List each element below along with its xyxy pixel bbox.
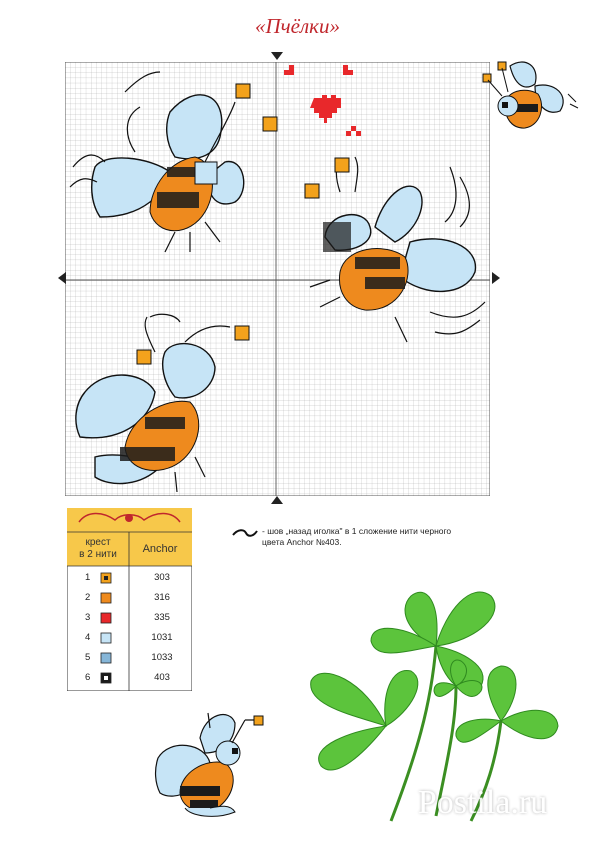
legend-swatch [101, 593, 111, 603]
legend-swatch [101, 653, 111, 663]
legend-row-number: 2 [85, 592, 91, 603]
center-marker-bottom [271, 496, 283, 504]
stitch-chart [65, 62, 490, 496]
center-marker-left [58, 272, 66, 284]
legend-row-number: 3 [85, 612, 91, 623]
legend-header-line1: крест [85, 537, 111, 548]
legend-swatch [101, 613, 111, 623]
page-title: «Пчёлки» [255, 14, 340, 38]
legend-swatch-symbol [104, 676, 108, 680]
center-marker-top [271, 52, 283, 60]
center-marker-right [492, 272, 500, 284]
legend-row-anchor: 303 [154, 572, 170, 583]
legend-header-line2: в 2 нити [79, 549, 117, 560]
bee-illustration-top-right [480, 56, 580, 138]
legend-row-number: 1 [85, 572, 91, 583]
chart-canvas [65, 62, 490, 496]
legend-row-anchor: 403 [154, 672, 170, 683]
legend-row-number: 5 [85, 652, 91, 663]
legend-swatch [101, 633, 111, 643]
legend-header-anchor: Anchor [142, 543, 178, 555]
legend-row-number: 4 [85, 632, 91, 643]
bee-illustration-bottom-left [150, 708, 270, 826]
backstitch-symbol-icon [232, 528, 258, 538]
legend-row-anchor: 1031 [151, 632, 173, 643]
legend-header-stitch [69, 537, 127, 561]
legend-swatch-symbol [104, 576, 108, 580]
legend-row-anchor: 1033 [151, 652, 173, 663]
legend-row-anchor: 316 [154, 592, 170, 603]
backstitch-note: - шов „назад иголка" в 1 сложение нити черного цвета Anchor №403. [262, 526, 452, 547]
legend-row-anchor: 335 [154, 612, 170, 623]
legend-row-number: 6 [85, 672, 91, 683]
color-legend [67, 508, 192, 691]
watermark: Postila.ru [417, 784, 548, 821]
